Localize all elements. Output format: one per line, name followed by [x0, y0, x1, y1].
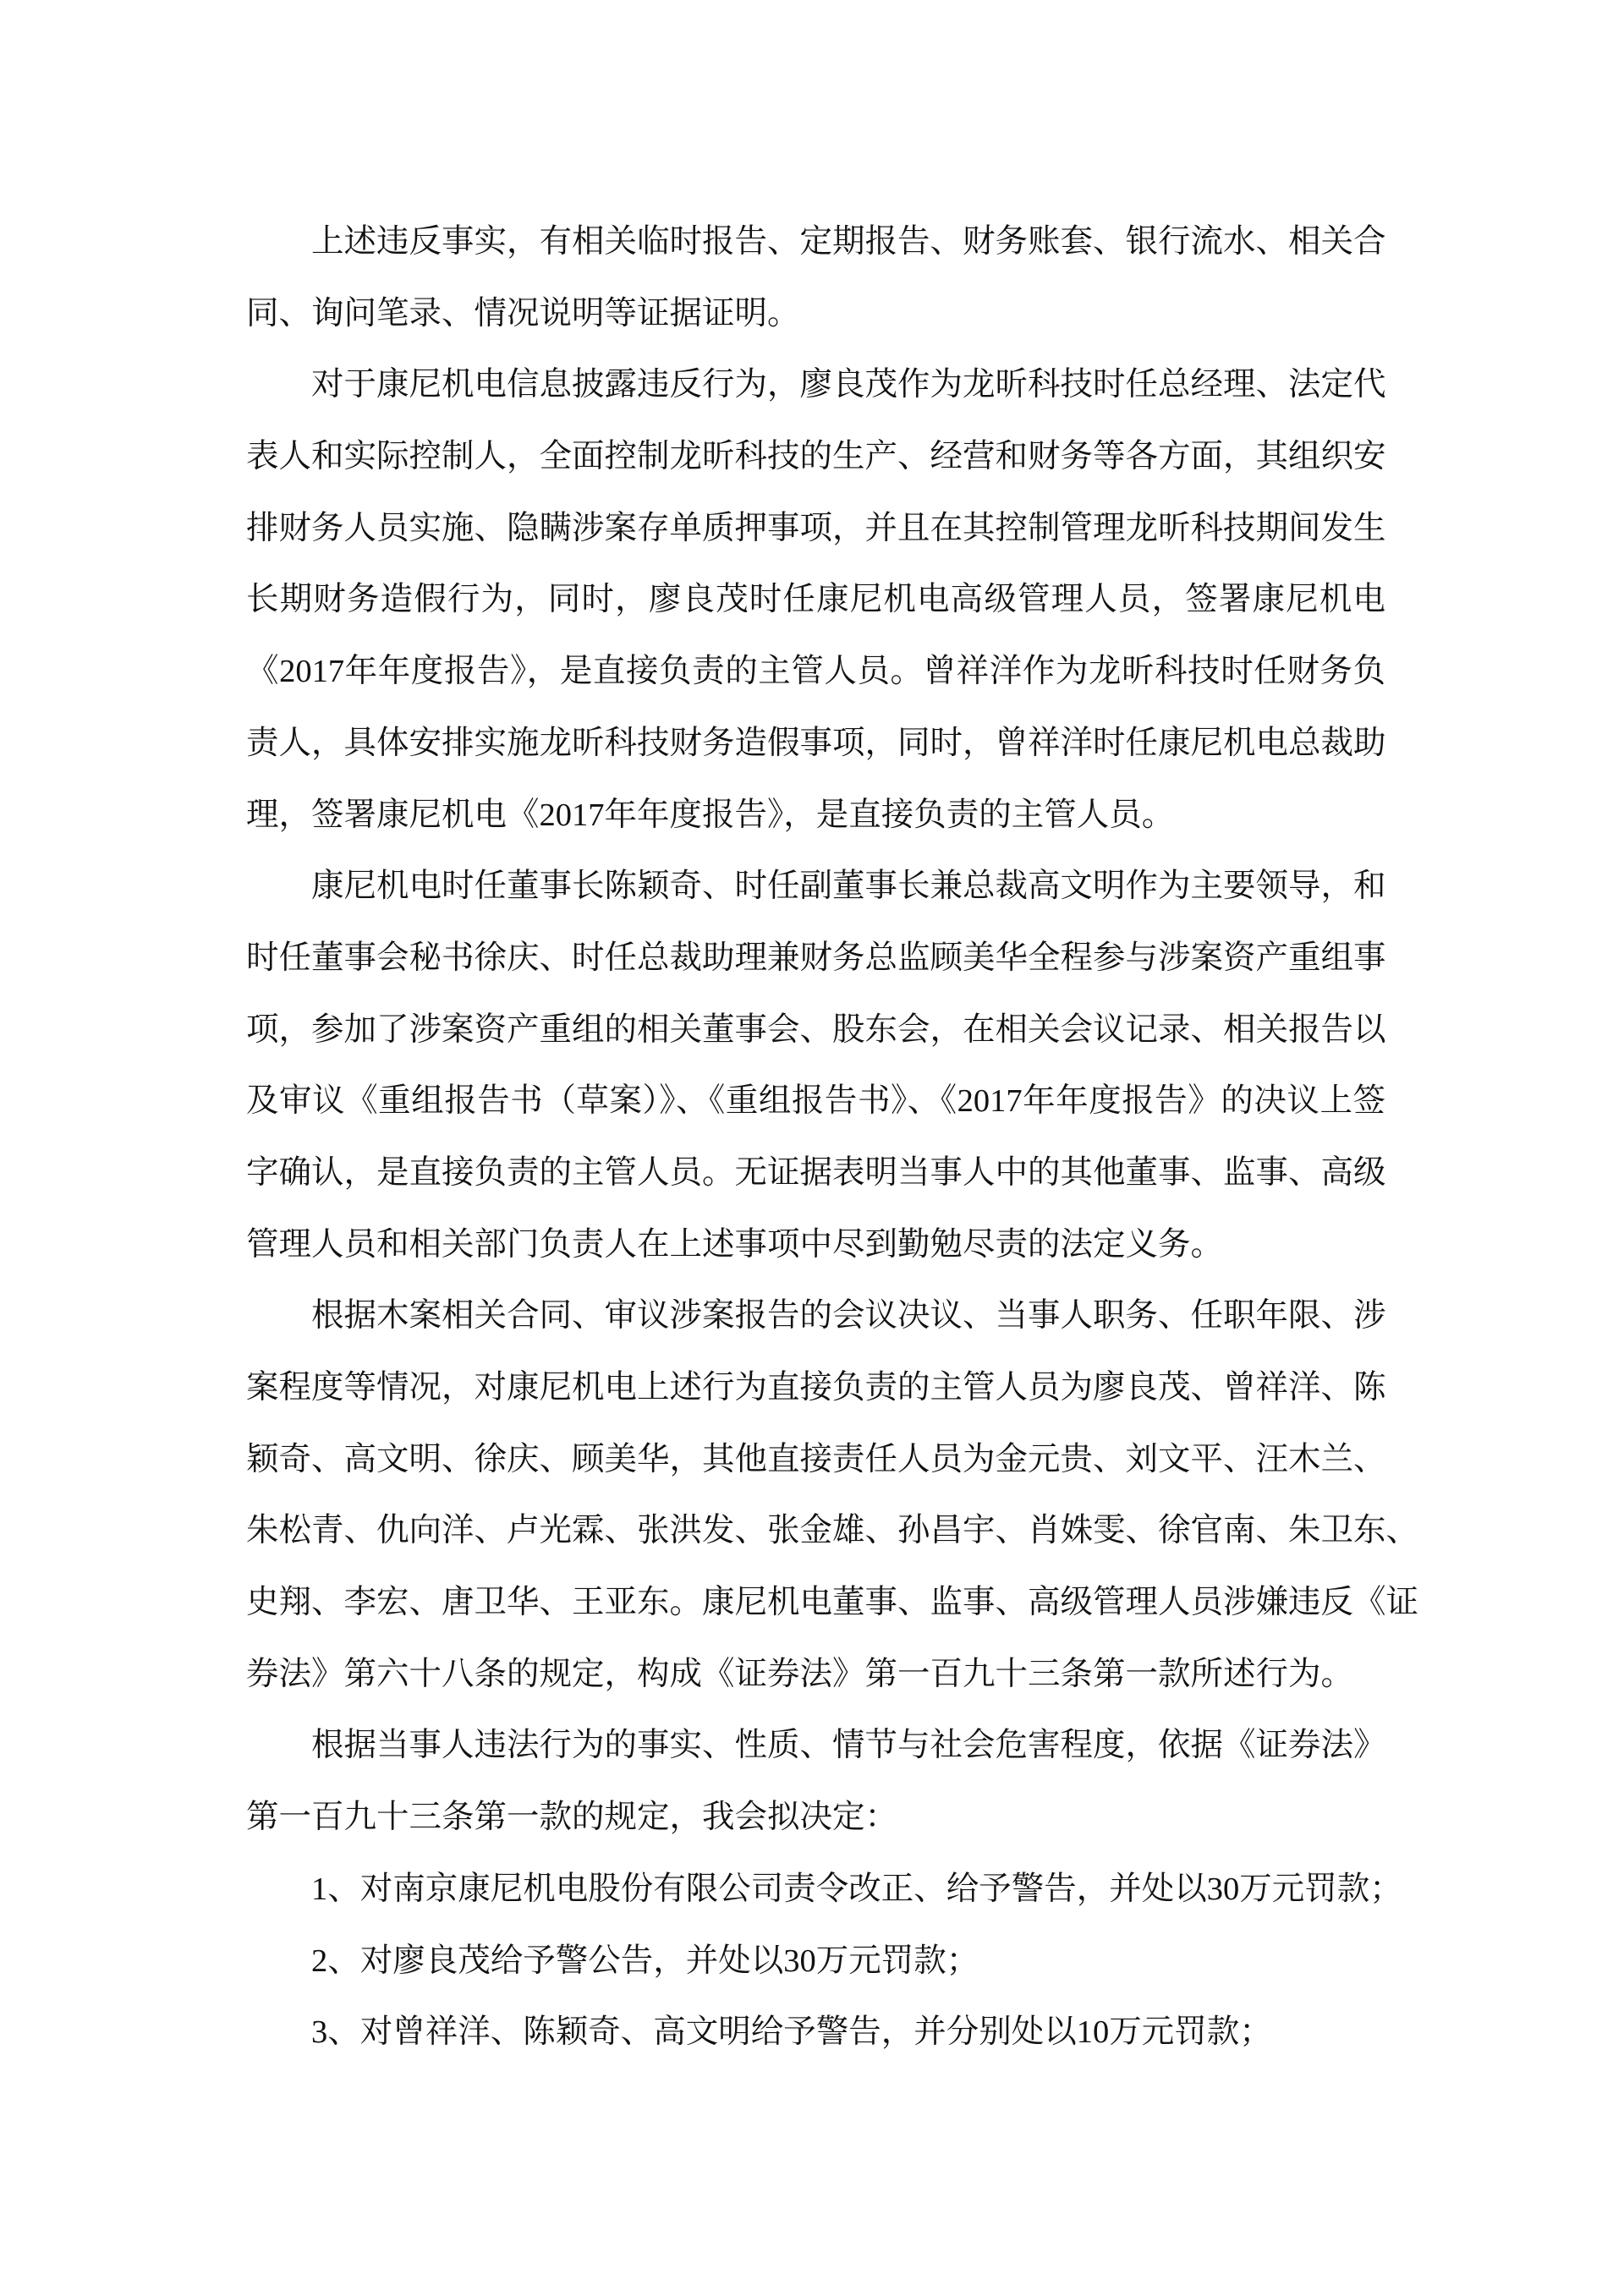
- text-line: 表人和实际控制人，全面控制龙昕科技的生产、经营和财务等各方面，其组织安: [246, 439, 1386, 475]
- paragraph: [246, 1854, 1402, 1926]
- text-line: 券法》第六十八条的规定，构成《证券法》第一百九十三条第一款所述行为。: [246, 1656, 1354, 1692]
- text-line: 朱松青、仇向洋、卢光霖、张洪发、张金雄、孙昌宇、肖姝雯、徐官南、朱卫东、: [246, 1513, 1419, 1549]
- text-line: 时任董事会秘书徐庆、时任总裁助理兼财务总监顾美华全程参与涉案资产重组事: [246, 940, 1386, 976]
- text-line: 字确认，是直接负责的主管人员。无证据表明当事人中的其他董事、监事、高级: [246, 1154, 1386, 1191]
- text-line: 根据当事人违法行为的事实、性质、情节与社会危害程度，依据《证券法》: [311, 1728, 1386, 1764]
- text-line: 上述违反事实，有相关临时报告、定期报告、财务账套、银行流水、相关合: [311, 224, 1386, 260]
- paragraph: [246, 1280, 1419, 1710]
- text-line: 及审议《重组报告书（草案）》、《重组报告书》、《2017年年度报告》的决议上签: [246, 1083, 1385, 1120]
- text-line: 同、询问笔录、情况说明等证据证明。: [246, 295, 800, 332]
- text-line: 理，签署康尼机电《2017年年度报告》，是直接负责的主管人员。: [246, 797, 1175, 833]
- text-line: 根据木案相关合同、审议涉案报告的会议决议、当事人职务、任职年限、涉: [311, 1298, 1386, 1334]
- text-line: 康尼机电时任董事长陈颖奇、时任副董事长兼总裁高文明作为主要领导，和: [311, 869, 1386, 905]
- text-line: 项，参加了涉案资产重组的相关董事会、股东会，在相关会议记录、相关报告以: [246, 1011, 1386, 1048]
- text-line: 3、对曾祥洋、陈颖奇、高文明给予警告，并分别处以10万元罚款；: [311, 2014, 1272, 2051]
- text-line: 管理人员和相关部门负责人在上述事项中尽到勤勉尽责的法定义务。: [246, 1226, 1224, 1263]
- paragraph: [246, 206, 1385, 349]
- text-line: 责人，具体安排实施龙昕科技财务造假事项，同时，曾祥洋时任康尼机电总裁助: [246, 725, 1386, 761]
- text-line: 对于康尼机电信息披露违反行为，廖良茂作为龙昕科技时任总经理、法定代: [311, 367, 1386, 403]
- text-line: 长期财务造假行为，同时，廖良茂时任康尼机电高级管理人员，签署康尼机电: [246, 582, 1385, 618]
- paragraph: [246, 1710, 1385, 1853]
- text-line: 《2017年年度报告》，是直接负责的主管人员。曾祥洋作为龙昕科技时任财务负: [246, 654, 1385, 690]
- text-line: 排财务人员实施、隐瞒涉案存单质押事项，并且在其控制管理龙昕科技期间发生: [246, 510, 1386, 546]
- paragraph: [246, 1926, 1385, 1997]
- text-line: 案程度等情况，对康尼机电上述行为直接负责的主管人员为廖良茂、曾祥洋、陈: [246, 1370, 1386, 1406]
- text-line: 1、对南京康尼机电股份有限公司责令改正、给予警告，并处以30万元罚款；: [311, 1871, 1402, 1907]
- text-line: 第一百九十三条第一款的规定，我会拟决定：: [246, 1800, 898, 1836]
- paragraph: [246, 1997, 1385, 2069]
- document-body: [246, 206, 1419, 2069]
- text-line: 2、对廖良茂给予警公告，并处以30万元罚款；: [311, 1943, 979, 1979]
- text-line: 颖奇、高文明、徐庆、顾美华，其他直接责任人员为金元贵、刘文平、汪木兰、: [246, 1441, 1386, 1477]
- paragraph: [246, 349, 1385, 851]
- text-line: 史翔、李宏、唐卫华、王亚东。康尼机电董事、监事、高级管理人员涉嫌违反《证: [246, 1585, 1419, 1621]
- paragraph: [246, 851, 1385, 1280]
